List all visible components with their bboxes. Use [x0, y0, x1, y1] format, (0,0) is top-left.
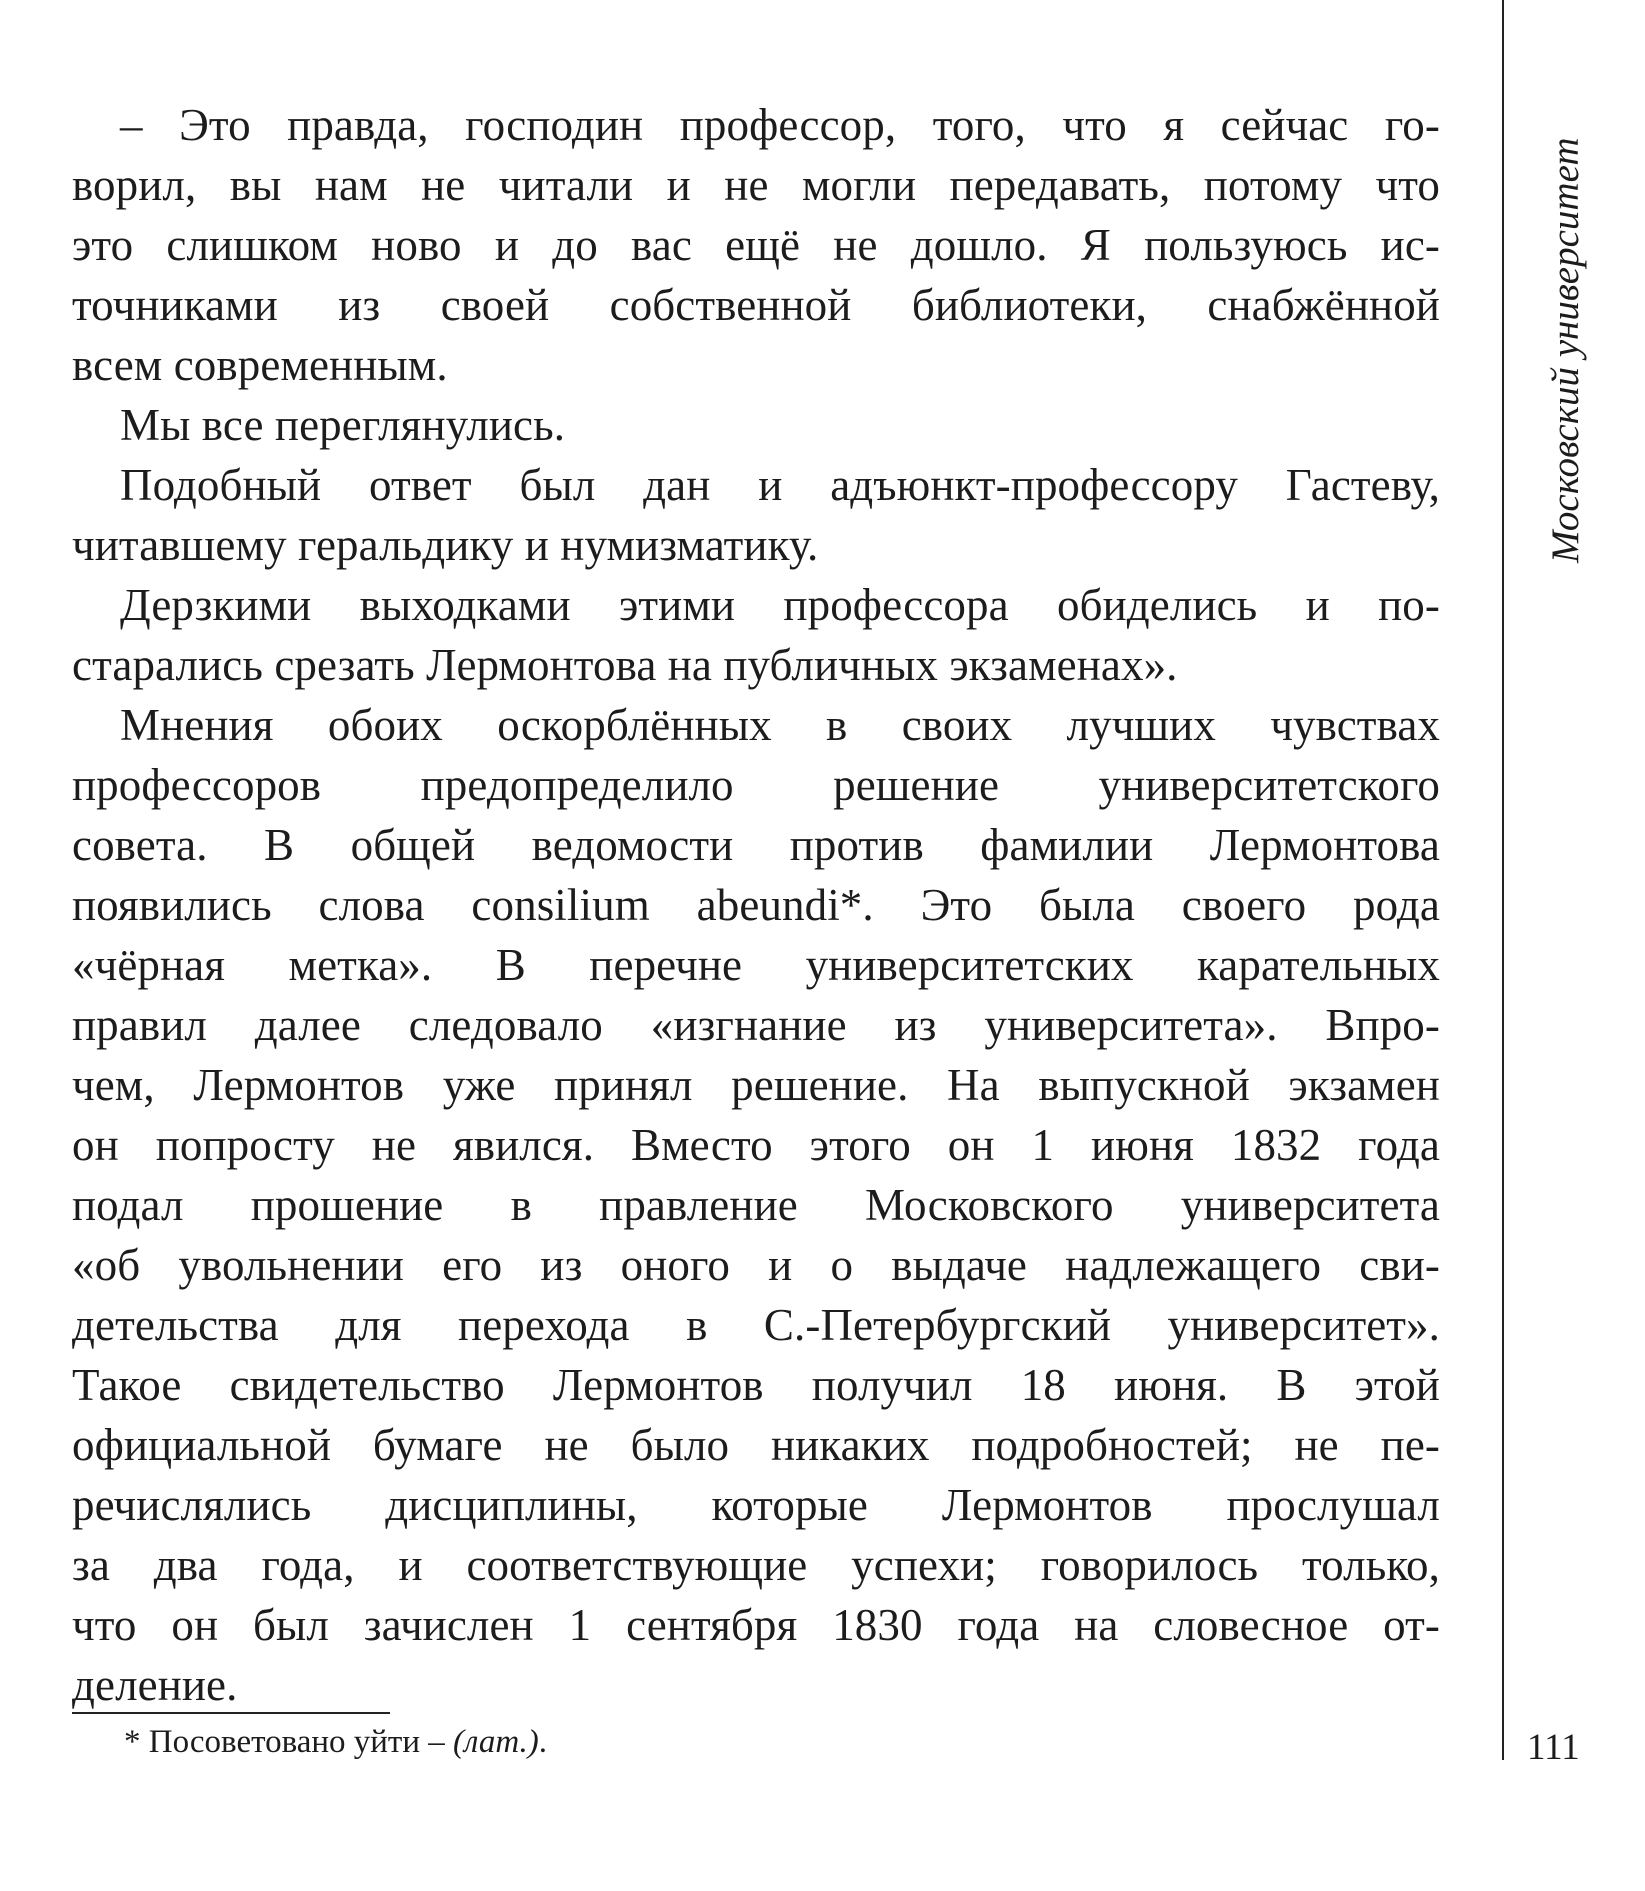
text-line: за два года, и соответствующие успехи; говорилось только, [72, 1540, 1440, 1590]
running-title: Московский университет [1544, 137, 1587, 563]
margin-divider [1502, 0, 1504, 1760]
text-line: он попросту не явился. Вместо этого он 1 июня 1832 года [72, 1120, 1440, 1170]
footnote-end: . [538, 1724, 548, 1760]
text-line: появились слова consilium abeundi*. Это была своего рода [72, 880, 1440, 930]
text-line: подал прошение в правление Московского университета [72, 1180, 1440, 1230]
page-number: 111 [1527, 1727, 1580, 1768]
main-text [72, 95, 1440, 1715]
text-line: это слишком ново и до вас ещё не дошло. Я пользуюсь ис- [72, 220, 1440, 270]
text-line: читавшему геральдику и нумизматику. [72, 520, 819, 570]
text-line: речислялись дисциплины, которые Лермонтов прослушал [72, 1480, 1440, 1530]
footnote-divider [72, 1712, 390, 1714]
text-line: профессоров предопределило решение университетского [72, 760, 1440, 810]
text-line: «чёрная метка». В перечне университетских карательных [72, 940, 1440, 990]
text-line: совета. В общей ведомости против фамилии Лермонтова [72, 820, 1440, 870]
text-line: чем, Лермонтов уже принял решение. На выпускной экзамен [72, 1060, 1440, 1110]
text-line: «об увольнении его из оного и о выдаче надлежащего сви- [72, 1240, 1440, 1290]
text-line: деление. [72, 1660, 238, 1710]
footnote-text: * Посоветовано уйти – [124, 1724, 454, 1760]
text-line: – Это правда, господин профессор, того, что я сейчас го- [120, 100, 1440, 150]
text-line: правил далее следовало «изгнание из университета». Впро- [72, 1000, 1440, 1050]
text-line: что он был зачислен 1 сентября 1830 года на словесное от- [72, 1600, 1440, 1650]
text-line: Такое свидетельство Лермонтов получил 18 июня. В этой [72, 1360, 1440, 1410]
footnote-language-note: (лат.) [453, 1724, 539, 1760]
text-line: Подобный ответ был дан и адъюнкт-профессору Гастеву, [120, 460, 1440, 510]
text-line: Мы все переглянулись. [120, 400, 566, 450]
text-line: ворил, вы нам не читали и не могли передавать, потому что [72, 160, 1440, 210]
text-line: детельства для перехода в С.-Петербургский университет». [72, 1300, 1440, 1350]
text-line: старались срезать Лермонтова на публичных экзаменах». [72, 640, 1178, 690]
text-line: Дерзкими выходками этими профессора обиделись и по- [120, 580, 1440, 630]
text-line: официальной бумаге не было никаких подробностей; не пе- [72, 1420, 1440, 1470]
text-line: Мнения обоих оскорблённых в своих лучших чувствах [120, 700, 1440, 750]
text-line: точниками из своей собственной библиотеки, снабжённой [72, 280, 1440, 330]
text-line: всем современным. [72, 340, 448, 390]
footnote [124, 1720, 547, 1764]
